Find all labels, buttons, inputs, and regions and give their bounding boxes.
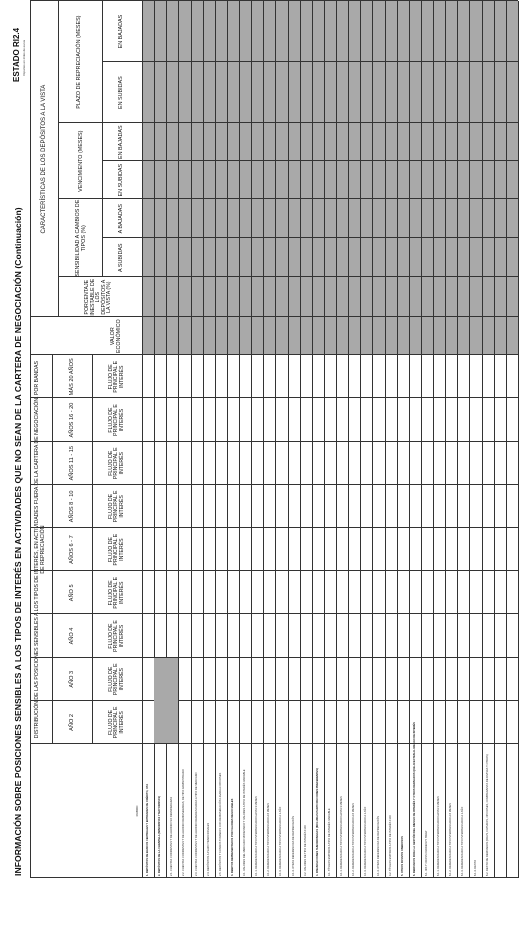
row-line bbox=[385, 1, 386, 878]
row-line bbox=[482, 1, 483, 878]
row-line bbox=[433, 1, 434, 878]
row-label: 6.1.2. REFERENCIADO A TIPO INTERBANCARIO A 6 MESES bbox=[449, 803, 453, 876]
row-label: 2.5. DEPÓSITOS Y FONDOS TOMADOS CON REMUNERACIÓN LIGADA A OPCIONES bbox=[218, 772, 222, 876]
valor-economico-header: VALOR ECONÓMICO bbox=[110, 319, 122, 354]
row-label: 6.1.4. RESTO bbox=[473, 859, 477, 876]
year-band-label-6: AÑOS 8 - 10 bbox=[68, 490, 75, 523]
year-band-label-1: AÑO 2 bbox=[68, 714, 75, 731]
row-label: 3. DEBITOS REPRESENTADOS POR VALORES NEGOCIABLES bbox=[230, 798, 234, 876]
table-bottom-border bbox=[518, 1, 519, 878]
sensibilidad-header: SENSIBILIDAD A CAMBIOS DE TIPOS (%) bbox=[75, 199, 87, 277]
row-line bbox=[469, 1, 470, 878]
row-line bbox=[239, 1, 240, 878]
row-line bbox=[263, 1, 264, 878]
row-line bbox=[360, 1, 361, 878]
flow-label-1: FLUJO DE PRINCIPAL E INTERÉS bbox=[107, 706, 125, 739]
row-label: 6.1.3. REFERENCIADO A TIPO INTERBANCARIO A 1 AÑO bbox=[461, 806, 465, 876]
flow-label-3: FLUJO DE PRINCIPAL E INTERÉS bbox=[107, 620, 125, 652]
row-line bbox=[251, 1, 252, 878]
row-line bbox=[324, 1, 325, 878]
row-label: 2. DEPÓSITOS DE LA CLIENTELA (MINORISTAS Y MAYORISTAS) bbox=[158, 795, 162, 876]
row-label: 2.2. CUENTAS CORRIENTES Y DE AHORRO REMUNERADAS, DE TIPO ADMINISTRADO bbox=[182, 769, 186, 876]
row-label: 4.1.4. OTRAS REFERENCIAS DE REPRECIACIÓN bbox=[376, 815, 380, 876]
flow-label-5: FLUJO DE PRINCIPAL E INTERÉS bbox=[107, 533, 125, 566]
year-band-label-3: AÑO 4 bbox=[68, 627, 75, 645]
row-label: 5. OTROS PASIVOS ONEROSOS bbox=[400, 836, 404, 876]
header-bottom-border bbox=[142, 1, 143, 878]
flow-label-2: FLUJO DE PRINCIPAL E INTERÉS bbox=[107, 663, 125, 696]
row-line bbox=[154, 1, 155, 878]
year-band-label-7: AÑOS 11 - 15 bbox=[68, 446, 75, 481]
row-label: 3.1.4. OTRAS REFERENCIAS DE REPRECIACIÓN bbox=[291, 815, 295, 876]
units-note: Importes en miles de euros bbox=[22, 39, 26, 76]
row-label: 4.1.3. REFERENCIADO A TIPO INTERBANCARIO A 1 AÑO bbox=[364, 806, 368, 876]
flow-label-8: FLUJO DE PRINCIPAL E INTERÉS bbox=[107, 404, 125, 436]
plazo-en-subidas-header: EN SUBIDAS bbox=[118, 76, 125, 109]
row-line bbox=[288, 1, 289, 878]
flow-label-6: FLUJO DE PRINCIPAL E INTERÉS bbox=[107, 490, 125, 523]
row-line bbox=[348, 1, 349, 878]
group-characteristics-header: CARACTERÍSTICAS DE LOS DEPÓSITOS A LA VISTA bbox=[40, 84, 47, 234]
row-label: 2.4. DEPÓSITOS A PLAZO TRADICIONALES bbox=[206, 822, 210, 876]
row-line bbox=[191, 1, 192, 878]
row-line bbox=[372, 1, 373, 878]
characteristics-divider bbox=[58, 1, 59, 317]
plazo-en-bajadas-header: EN BAJADAS bbox=[118, 14, 125, 49]
row-line bbox=[409, 1, 410, 878]
flow-label-9: FLUJO DE PRINCIPAL E INTERÉS bbox=[107, 360, 125, 393]
row-label: 1. DEPÓSITOS DE BANCOS CENTRALES Y ENTIDADES DE CRÉDITO, OTA bbox=[146, 783, 150, 876]
year-band-label-8: AÑOS 16 - 20 bbox=[68, 402, 75, 438]
row-label: 3.2. VALORES DE TIPO DE INTERÉS FIJO bbox=[303, 825, 307, 876]
row-line bbox=[275, 1, 276, 878]
flow-label-4: FLUJO DE PRINCIPAL E INTERÉS bbox=[107, 576, 125, 609]
a-bajadas-header: A BAJADAS bbox=[118, 204, 125, 234]
shaded-cells-early bbox=[154, 658, 178, 743]
a-subidas-header: A SUBIDAS bbox=[118, 243, 125, 272]
row-label: 4. FINANCIACIONES SUBORDINADAS (INCLUIDAS PARTICIPACIONES PREFERENTES) bbox=[315, 768, 319, 876]
row-line bbox=[445, 1, 446, 878]
row-label: 4.1. TÍTULOS EMITIDOS A TIPO DE INTERÉS VARIABLE bbox=[328, 808, 331, 876]
row-line bbox=[494, 1, 495, 878]
vencimiento-header: VENCIMIENTO (MESES) bbox=[78, 130, 85, 192]
row-line bbox=[336, 1, 337, 878]
row-label: 3.1.3. REFERENCIADO A TIPO INTERBANCARIO A 1 AÑO bbox=[279, 806, 283, 876]
row-line bbox=[397, 1, 398, 878]
row-label: 3.1.2. REFERENCIADO A TIPO INTERBANCARIO A 6 MESES bbox=[267, 803, 271, 876]
row-line bbox=[203, 1, 204, 878]
estado-code: ESTADO RI2.4 bbox=[12, 27, 21, 82]
en-bajadas-header: EN BAJADAS bbox=[118, 125, 125, 159]
row-label: 6.2. RESTO DE DERIVADOS (FRA'S, FUTUROS, OPCIONES, COMPRAVENTA DE DIVISAS Y OTROS) bbox=[485, 754, 489, 876]
row-line bbox=[312, 1, 313, 878]
sensibilidad-mid-line bbox=[102, 238, 518, 239]
vencimiento-mid-line bbox=[102, 161, 518, 162]
plazo-header: PLAZO DE REPRECIACIÓN (MESES) bbox=[76, 15, 83, 109]
row-line bbox=[166, 1, 167, 878]
year-band-label-2: AÑO 3 bbox=[68, 670, 75, 688]
row-line bbox=[421, 1, 422, 878]
row-line bbox=[506, 1, 507, 878]
shaded-area-characteristics bbox=[142, 1, 518, 355]
row-label: 6. DERIVADOS PARA LA GESTIÓN DEL RIESGO DE INTERÉS Y OTROS DERIVADOS QUE AFECTEN AL RIESGO DE INTERÉS bbox=[412, 722, 416, 876]
en-subidas-header: EN SUBIDAS bbox=[118, 163, 125, 197]
plazo-mid-line bbox=[102, 62, 518, 63]
flow-label-7: FLUJO DE PRINCIPAL E INTERÉS bbox=[107, 447, 125, 480]
year-band-label-9: MÁS 20 AÑOS bbox=[68, 358, 75, 396]
year-band-label-5: AÑOS 6 - 7 bbox=[68, 535, 75, 564]
group-distribution-header: DISTRIBUCIÓN DE LAS POSICIONES SENSIBLES A LOS TIPOS DE INTERÉS, EN ACTIVIDADES FUERA DE LA CARTERA DE NEGOCIACIÓN, POR BANDAS DE REPRECIACIÓN bbox=[34, 361, 46, 739]
row-label: 6.1.1. REFERENCIADO A TIPO INTERBANCARIO HASTA 3 MESES bbox=[437, 796, 441, 876]
row-label: 3.1.1. REFERENCIADO A TIPO INTERBANCARIO HASTA 3 MESES bbox=[255, 796, 259, 876]
row-line bbox=[457, 1, 458, 878]
row-label: 2.1. CUENTAS CORRIENTES Y DE AHORRO NO REMUNERADAS bbox=[170, 796, 174, 876]
row-label: 4.2. TÍTULOS EMITIDOS A TIPO DE INTERÉS FIJO bbox=[388, 815, 392, 876]
row-label: 4.1.1. REFERENCIADO A TIPO INTERBANCARIO HASTA 3 MESES bbox=[340, 796, 344, 876]
row-label: 6.1. IRS Y CROSS CURRENCY SWAP bbox=[425, 830, 429, 876]
row-line bbox=[300, 1, 301, 878]
row-label: 4.1.2. REFERENCIADO A TIPO INTERBANCARIO A 6 MESES bbox=[352, 803, 356, 876]
row-label: 3.1. VALORES DEL MERCADO MONETARIO Y VALORES A TIPO DE INTERÉS VARIABLE bbox=[243, 769, 247, 876]
porcentaje-header: PORCENTAJE INESTABLE DE LOS DEPÓSITOS A LA VISTA (%) bbox=[83, 278, 113, 316]
rubro-header: RUBRO bbox=[135, 805, 139, 817]
year-band-label-4: AÑO 5 bbox=[68, 584, 75, 602]
row-label: 2.3. CUENTAS CORRIENTES Y DE AHORRO REFERENCIADAS A TIPO DE MERCADO bbox=[194, 772, 198, 876]
row-line bbox=[227, 1, 228, 878]
row-line bbox=[178, 1, 179, 878]
row-line bbox=[215, 1, 216, 878]
document-title: INFORMACIÓN SOBRE POSICIONES SENSIBLES A LOS TIPOS DE INTERÉS EN ACTIVIDADES QUE NO SEAN DE LA CARTERA DE NEGOCIACIÓN (Continuación) bbox=[13, 207, 23, 876]
